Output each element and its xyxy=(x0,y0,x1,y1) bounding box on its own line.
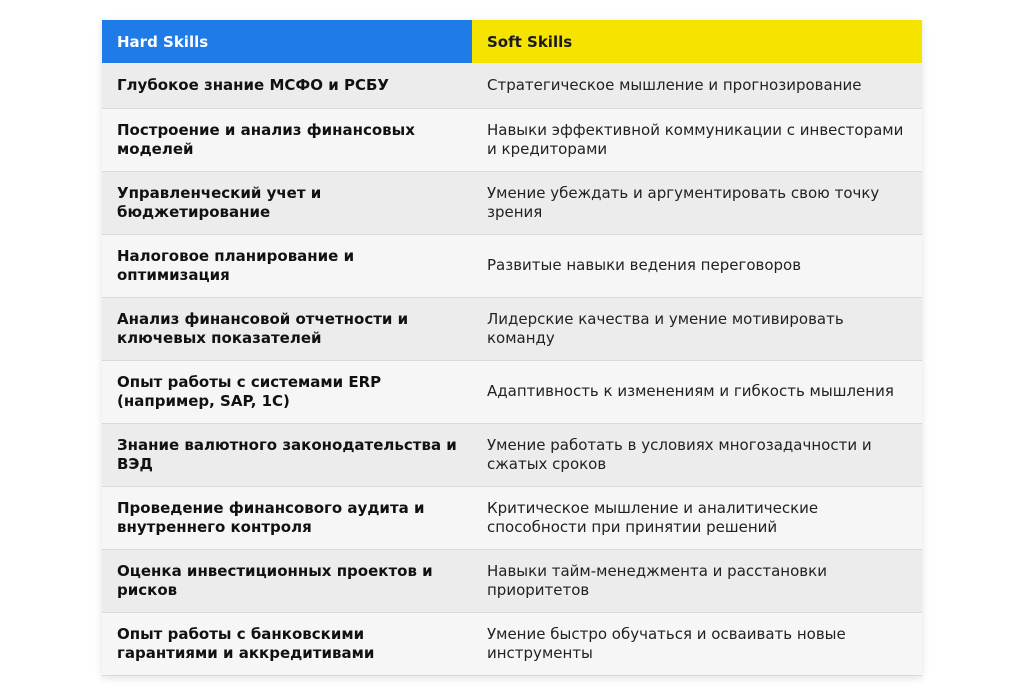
table-row xyxy=(102,549,922,612)
soft-skill-cell: Критическое мышление и аналитические способности при принятии решений xyxy=(472,486,922,549)
hard-skill-cell: Опыт работы с системами ERP (например, SAP, 1С) xyxy=(102,360,472,423)
soft-skill-cell: Стратегическое мышление и прогнозирование xyxy=(472,63,922,108)
hard-skill-cell: Оценка инвестиционных проектов и рисков xyxy=(102,549,472,612)
soft-skill-cell: Умение быстро обучаться и осваивать новые инструменты xyxy=(472,612,922,675)
soft-skill-cell: Лидерские качества и умение мотивировать команду xyxy=(472,297,922,360)
table-row xyxy=(102,423,922,486)
soft-skill-cell: Навыки эффективной коммуникации с инвесторами и кредиторами xyxy=(472,108,922,171)
soft-skill-cell: Адаптивность к изменениям и гибкость мышления xyxy=(472,360,922,423)
hard-skill-cell: Построение и анализ финансовых моделей xyxy=(102,108,472,171)
hard-skill-cell: Опыт работы с банковскими гарантиями и аккредитивами xyxy=(102,612,472,675)
table-row xyxy=(102,234,922,297)
skills-table xyxy=(102,20,922,676)
soft-skills-header: Soft Skills xyxy=(472,20,922,63)
soft-skill-cell: Умение работать в условиях многозадачности и сжатых сроков xyxy=(472,423,922,486)
table-row xyxy=(102,360,922,423)
table-row xyxy=(102,171,922,234)
hard-skill-cell: Глубокое знание МСФО и РСБУ xyxy=(102,63,472,108)
hard-skill-cell: Налоговое планирование и оптимизация xyxy=(102,234,472,297)
hard-skills-header: Hard Skills xyxy=(102,20,472,63)
skills-table-container xyxy=(102,20,922,676)
table-row xyxy=(102,297,922,360)
table-row xyxy=(102,612,922,675)
hard-skill-cell: Управленческий учет и бюджетирование xyxy=(102,171,472,234)
soft-skill-cell: Развитые навыки ведения переговоров xyxy=(472,234,922,297)
table-row xyxy=(102,486,922,549)
table-row xyxy=(102,63,922,108)
soft-skill-cell: Умение убеждать и аргументировать свою точку зрения xyxy=(472,171,922,234)
hard-skill-cell: Проведение финансового аудита и внутреннего контроля xyxy=(102,486,472,549)
table-header-row xyxy=(102,20,922,63)
table-row xyxy=(102,108,922,171)
hard-skill-cell: Знание валютного законодательства и ВЭД xyxy=(102,423,472,486)
soft-skill-cell: Навыки тайм-менеджмента и расстановки приоритетов xyxy=(472,549,922,612)
hard-skill-cell: Анализ финансовой отчетности и ключевых показателей xyxy=(102,297,472,360)
